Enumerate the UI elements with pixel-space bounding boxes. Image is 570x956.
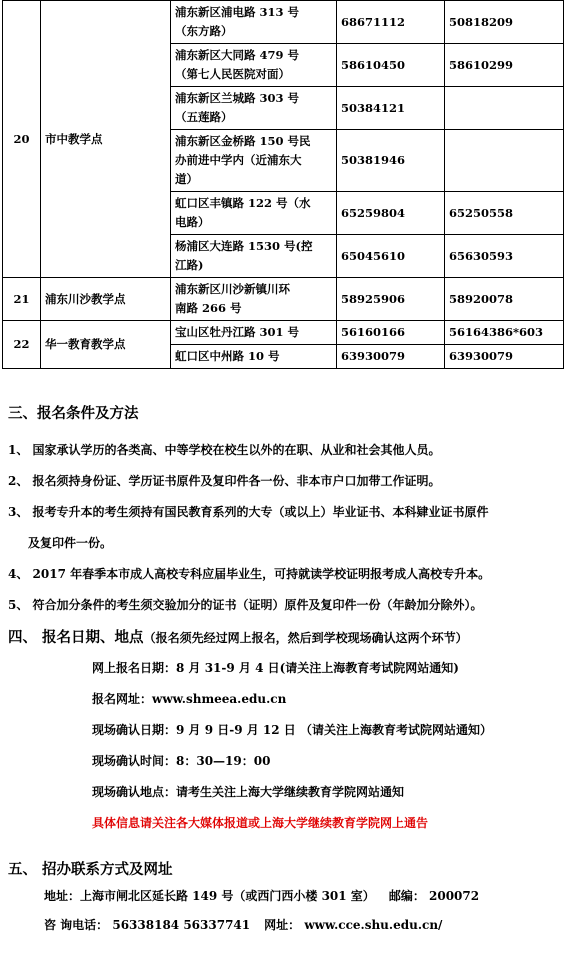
site-name: 华一教育教学点: [41, 321, 171, 369]
site-address: [171, 278, 337, 321]
phone-primary: 56160166: [337, 321, 445, 345]
condition-item-5: 5、 符合加分条件的考生须交验加分的证书（证明）原件及复印件一份（年龄加分除外）。: [8, 598, 483, 612]
onsite-confirm-date: 现场确认日期：9 月 9 日-9 月 12 日 （请关注上海教育考试院网站通知）: [92, 723, 492, 737]
phone-secondary: [445, 130, 564, 192]
site-address: [171, 321, 337, 345]
site-address: [171, 87, 337, 130]
sites-table-body: [3, 1, 564, 369]
address-line: 浦东新区金桥路 150 号民: [175, 134, 311, 148]
section3-title: 三、报名条件及方法: [8, 405, 139, 422]
phone-primary: 65045610: [337, 235, 445, 278]
address-line: （东方路）: [175, 24, 233, 38]
contact-postcode: 邮编： 200072: [388, 889, 480, 903]
contact-phone-line: [44, 916, 442, 933]
condition-item-3-cont: 及复印件一份。: [28, 536, 113, 550]
phone-primary: 50384121: [337, 87, 445, 130]
condition-item-4: 4、 2017 年春季本市成人高校专科应届毕业生，可持就读学校证明报考成人高校专升本。: [8, 567, 491, 581]
online-signup-date: 网上报名日期：8 月 31-9 月 4 日(请关注上海教育考试院网站通知): [92, 661, 459, 675]
red-notice: 具体信息请关注各大媒体报道或上海大学继续教育学院网上通告: [92, 816, 429, 830]
table-row: [3, 1, 564, 44]
phone-secondary: 50818209: [445, 1, 564, 44]
address-line: 浦东新区川沙新镇川环: [175, 282, 290, 296]
address-line: 浦东新区浦电路 313 号: [175, 5, 300, 19]
address-line: 虹口区中州路 10 号: [175, 349, 280, 363]
address-line: （五莲路）: [175, 110, 233, 124]
phone-secondary: 65250558: [445, 192, 564, 235]
site-name: 浦东川沙教学点: [41, 278, 171, 321]
table-row: [3, 278, 564, 321]
site-number: 21: [3, 278, 41, 321]
phone-primary: 58610450: [337, 44, 445, 87]
contact-address: 地址：上海市闸北区延长路 149 号（或西门西小楼 301 室）: [44, 889, 375, 903]
address-line: 江路): [175, 258, 204, 272]
phone-primary: 63930079: [337, 345, 445, 369]
site-address: [171, 130, 337, 192]
address-line: 电路）: [175, 215, 210, 229]
site-address: [171, 345, 337, 369]
contact-website: 网址： www.cce.shu.edu.cn/: [264, 918, 443, 932]
site-number: 20: [3, 1, 41, 278]
address-line: 南路 266 号: [175, 301, 242, 315]
phone-secondary: 65630593: [445, 235, 564, 278]
address-line: （第七人民医院对面）: [175, 67, 290, 81]
onsite-confirm-location: 现场确认地点：请考生关注上海大学继续教育学院网站通知: [92, 785, 405, 799]
contact-phone: 咨 询电话： 56338184 56337741: [44, 918, 251, 932]
address-line: 宝山区牡丹江路 301 号: [175, 325, 300, 339]
phone-secondary: [445, 87, 564, 130]
phone-primary: 65259804: [337, 192, 445, 235]
condition-item-1: 1、 国家承认学历的各类高、中等学校在校生以外的在职、从业和社会其他人员。: [8, 443, 441, 457]
address-line: 浦东新区兰城路 303 号: [175, 91, 300, 105]
address-line: 浦东新区大同路 479 号: [175, 48, 300, 62]
signup-website: 报名网址：www.shmeea.edu.cn: [92, 692, 287, 706]
phone-primary: 50381946: [337, 130, 445, 192]
contact-address-line: [44, 887, 479, 904]
address-line: 虹口区丰镇路 122 号（水: [175, 196, 311, 210]
section4-heading: [8, 626, 468, 647]
site-address: [171, 1, 337, 44]
site-address: [171, 235, 337, 278]
phone-secondary: 58610299: [445, 44, 564, 87]
site-number: 22: [3, 321, 41, 369]
section5-title: 五、 招办联系方式及网址: [8, 861, 173, 878]
section4-note: （报名须先经过网上报名，然后到学校现场确认这两个环节）: [143, 631, 468, 645]
site-address: [171, 44, 337, 87]
phone-secondary: 63930079: [445, 345, 564, 369]
section4-title: 四、 报名日期、地点: [8, 629, 144, 646]
onsite-confirm-time: 现场确认时间：8：30—19：00: [92, 754, 271, 768]
address-line: 杨浦区大连路 1530 号(控: [175, 239, 313, 253]
phone-secondary: 56164386*603: [445, 321, 564, 345]
address-line: 办前进中学内（近浦东大: [175, 153, 302, 167]
phone-secondary: 58920078: [445, 278, 564, 321]
condition-item-3: 3、 报考专升本的考生须持有国民教育系列的大专（或以上）毕业证书、本科肄业证书原件: [8, 505, 489, 519]
address-line: 道）: [175, 172, 198, 186]
phone-primary: 58925906: [337, 278, 445, 321]
site-name: 市中教学点: [41, 1, 171, 278]
phone-primary: 68671112: [337, 1, 445, 44]
teaching-sites-table: [2, 0, 564, 369]
table-row: [3, 321, 564, 345]
site-address: [171, 192, 337, 235]
condition-item-2: 2、 报名须持身份证、学历证书原件及复印件各一份、非本市户口加带工作证明。: [8, 474, 441, 488]
